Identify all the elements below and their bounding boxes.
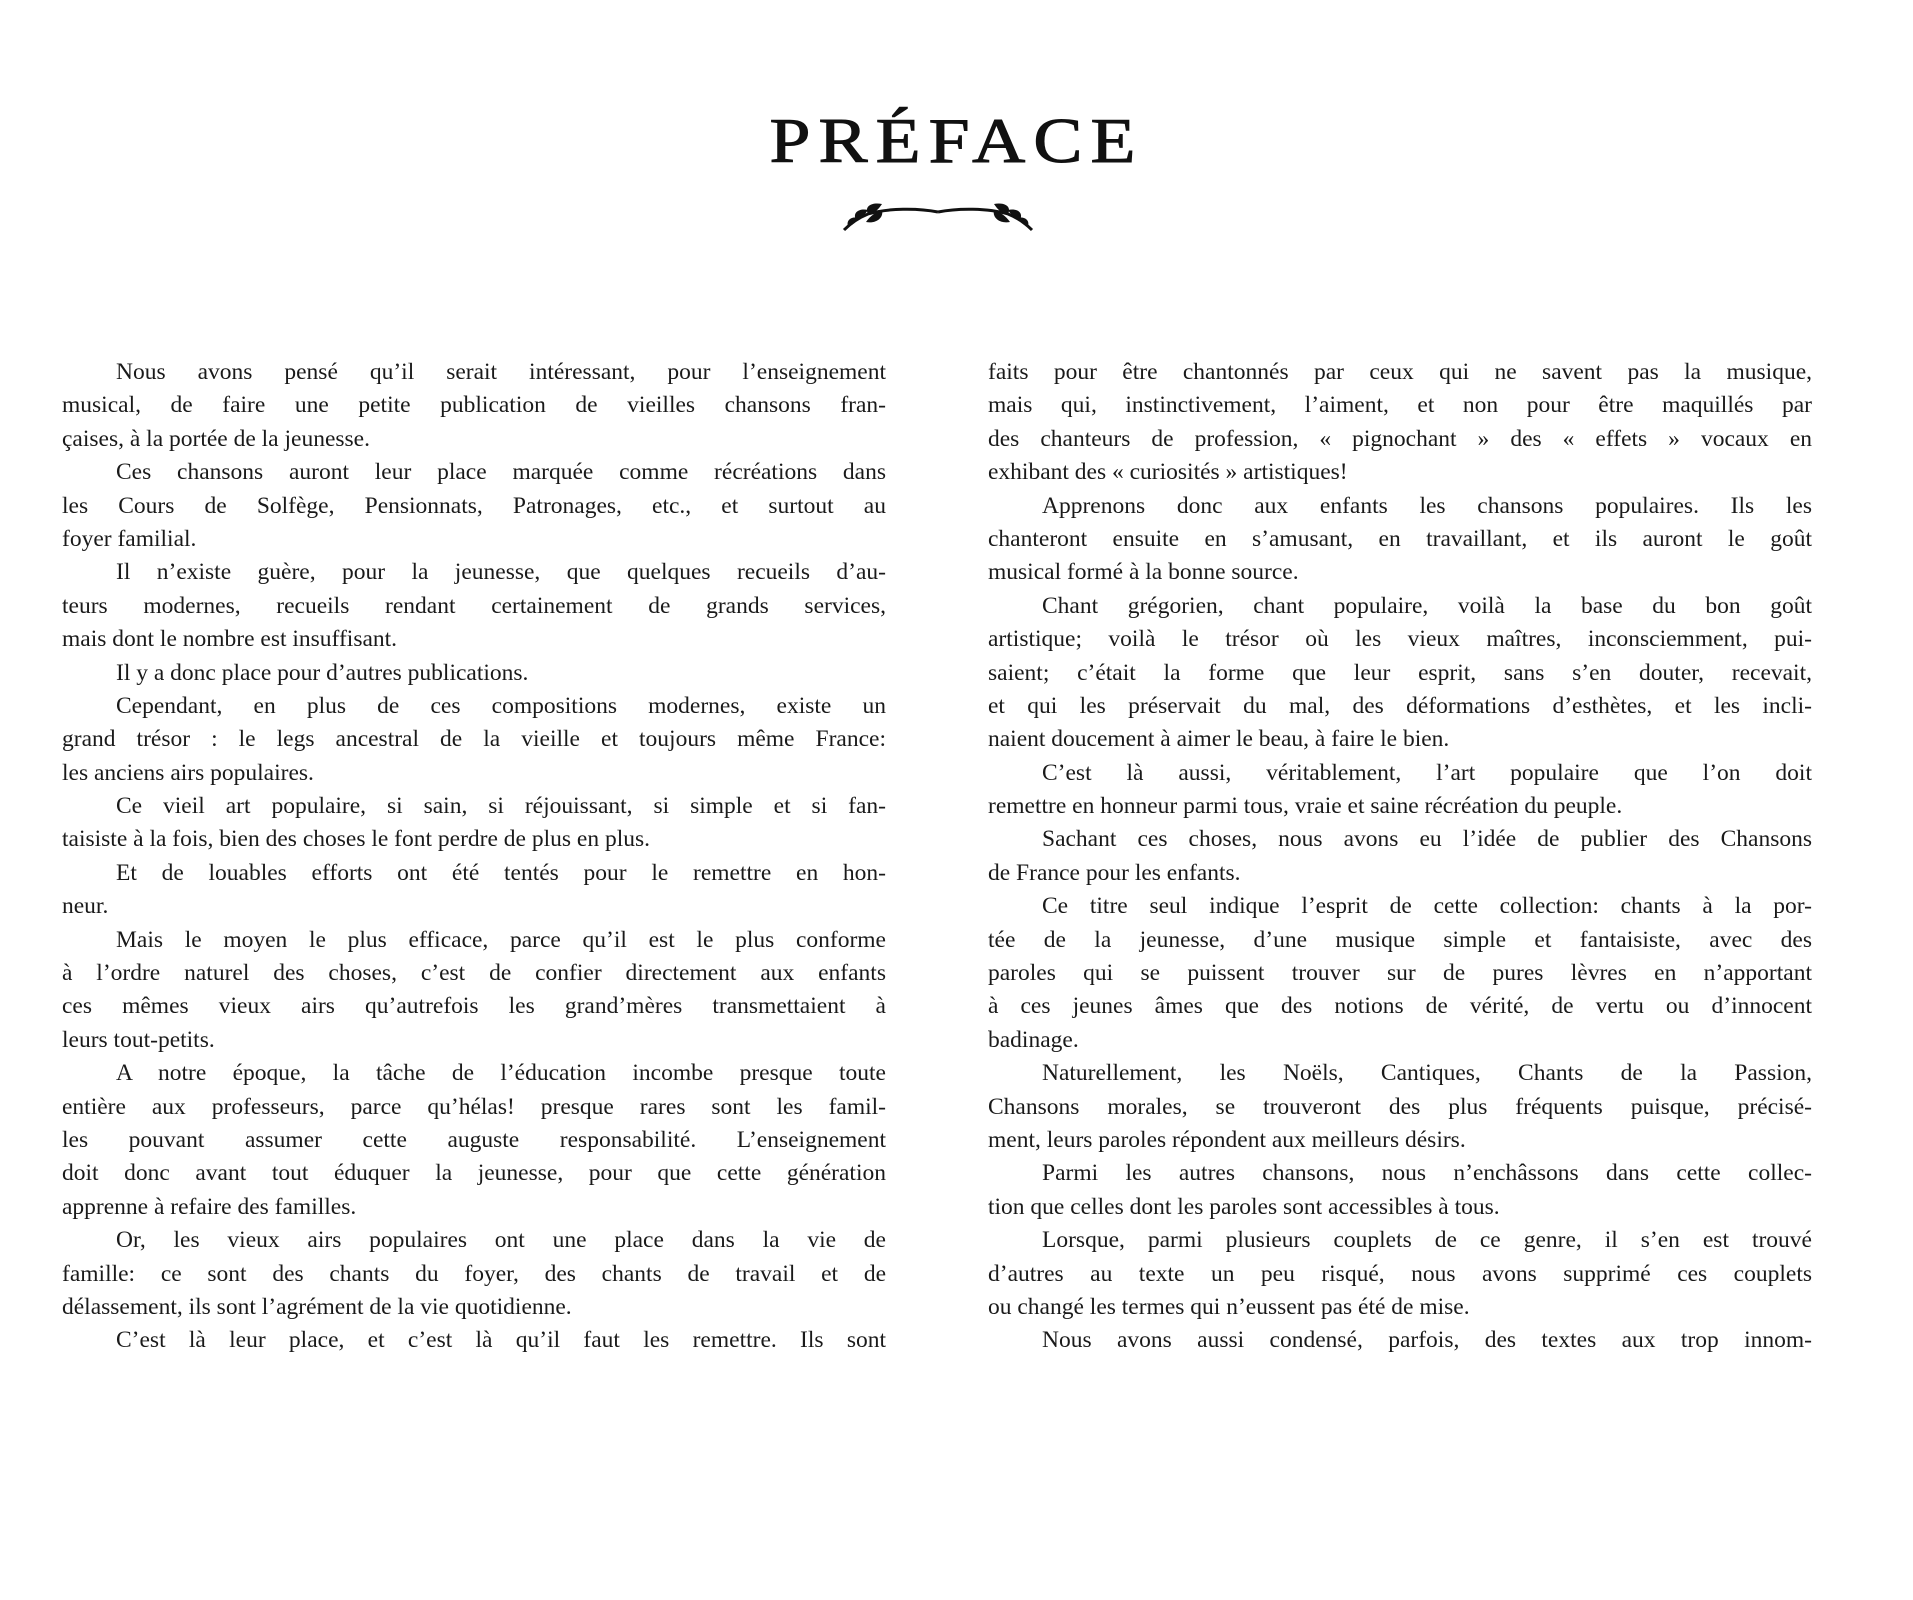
paragraph (988, 490, 1812, 590)
text-line: Ce titre seul indique l’esprit de cette collection: chants à la por- (1042, 893, 1812, 920)
text-line: tion que celles dont les paroles sont accessibles à tous. (988, 1193, 1500, 1220)
text-line: çaises, à la portée de la jeunesse. (62, 425, 370, 452)
text-line: foyer familial. (62, 525, 197, 552)
text-line: musical formé à la bonne source. (988, 559, 1299, 586)
paragraph (62, 356, 886, 456)
text-line: neur. (62, 893, 109, 920)
laurel-ornament-icon (838, 198, 1038, 234)
text-line: Sachant ces choses, nous avons eu l’idée de publier des Chansons (1042, 826, 1812, 853)
paragraph (62, 456, 886, 556)
text-line: mais dont le nombre est insuffisant. (62, 626, 398, 653)
text-line: Il y a donc place pour d’autres publications. (116, 659, 529, 686)
text-line: mais qui, instinctivement, l’aiment, et non pour être maquillés par (988, 392, 1812, 419)
text-line: et qui les préservait du mal, des déformations d’esthètes, et les incli- (988, 692, 1812, 719)
paragraph (988, 757, 1812, 824)
paragraph (62, 657, 886, 690)
text-line: Chant grégorien, chant populaire, voilà la base du bon goût (1042, 592, 1812, 619)
paragraph (988, 823, 1812, 890)
text-line: exhibant des « curiosités » artistiques! (988, 459, 1348, 486)
text-line: doit donc avant tout éduquer la jeunesse, pour que cette génération (62, 1160, 886, 1187)
text-line: C’est là aussi, véritablement, l’art populaire que l’on doit (1042, 759, 1812, 786)
page-title: PRÉFACE (769, 105, 1144, 176)
text-line: les Cours de Solfège, Pensionnats, Patronages, etc., et surtout au (62, 492, 886, 519)
paragraph (988, 356, 1812, 490)
text-line: les pouvant assumer cette auguste responsabilité. L’enseignement (62, 1126, 886, 1153)
text-line: apprenne à refaire des familles. (62, 1193, 357, 1220)
text-line: artistique; voilà le trésor où les vieux maîtres, inconsciemment, pui- (988, 626, 1812, 653)
text-line: saient; c’était la forme que leur esprit, sans s’en douter, recevait, (988, 659, 1812, 686)
text-line: paroles qui se puissent trouver sur de pures lèvres en n’apportant (988, 960, 1812, 987)
paragraph (988, 1224, 1812, 1324)
text-line: des chanteurs de profession, « pignochant » des « effets » vocaux en (988, 425, 1812, 452)
text-line: Il n’existe guère, pour la jeunesse, que quelques recueils d’au- (116, 559, 886, 586)
paragraph (988, 590, 1812, 757)
text-line: A notre époque, la tâche de l’éducation incombe presque toute (116, 1060, 886, 1087)
text-line: Nous avons pensé qu’il serait intéressant, pour l’enseignement (116, 359, 886, 385)
paragraph (988, 890, 1812, 1057)
text-line: faits pour être chantonnés par ceux qui ne savent pas la musique, (988, 359, 1812, 385)
text-line: ment, leurs paroles répondent aux meilleurs désirs. (988, 1126, 1466, 1153)
paragraph (62, 790, 886, 857)
text-line: C’est là leur place, et c’est là qu’il faut les remettre. Ils sont (116, 1327, 886, 1354)
text-line: musical, de faire une petite publication de vieilles chansons fran- (62, 392, 886, 419)
paragraph (62, 1324, 886, 1357)
text-line: taisiste à la fois, bien des choses le font perdre de plus en plus. (62, 826, 651, 853)
text-line: Parmi les autres chansons, nous n’enchâssons dans cette collec- (1042, 1160, 1812, 1187)
left-column (62, 356, 886, 1358)
text-line: Ces chansons auront leur place marquée comme récréations dans (116, 459, 886, 486)
text-line: Mais le moyen le plus efficace, parce qu’il est le plus conforme (116, 926, 886, 953)
text-line: entière aux professeurs, parce qu’hélas! presque rares sont les famil- (62, 1093, 886, 1120)
text-line: Chansons morales, se trouveront des plus fréquents puisque, précisé- (988, 1093, 1812, 1120)
text-line: teurs modernes, recueils rendant certainement de grands services, (62, 592, 886, 619)
text-line: à ces jeunes âmes que des notions de vérité, de vertu ou d’innocent (988, 993, 1812, 1020)
text-line: à l’ordre naturel des choses, c’est de confier directement aux enfants (62, 960, 886, 987)
paragraph (988, 1057, 1812, 1157)
paragraph (62, 1224, 886, 1324)
right-column (988, 356, 1812, 1358)
paragraph (62, 857, 886, 924)
text-line: grand trésor : le legs ancestral de la vieille et toujours même France: (62, 726, 886, 753)
paragraph (988, 1324, 1812, 1357)
text-line: Cependant, en plus de ces compositions modernes, existe un (116, 692, 886, 719)
text-line: Et de louables efforts ont été tentés pour le remettre en hon- (116, 859, 886, 886)
text-line: Nous avons aussi condensé, parfois, des textes aux trop innom- (1042, 1327, 1812, 1354)
text-line: remettre en honneur parmi tous, vraie et saine récréation du peuple. (988, 793, 1623, 820)
text-line: d’autres au texte un peu risqué, nous avons supprimé ces couplets (988, 1260, 1812, 1287)
text-line: tée de la jeunesse, d’une musique simple et fantaisiste, avec des (988, 926, 1812, 953)
text-line: Lorsque, parmi plusieurs couplets de ce genre, il s’en est trouvé (1042, 1227, 1812, 1254)
paragraph (988, 1157, 1812, 1224)
text-line: Or, les vieux airs populaires ont une place dans la vie de (116, 1227, 886, 1254)
text-line: ou changé les termes qui n’eussent pas été de mise. (988, 1293, 1470, 1320)
text-line: Ce vieil art populaire, si sain, si réjouissant, si simple et si fan- (116, 793, 886, 820)
text-line: délassement, ils sont l’agrément de la vie quotidienne. (62, 1293, 572, 1320)
text-line: badinage. (988, 1026, 1079, 1053)
paragraph (62, 556, 886, 656)
text-line: chanteront ensuite en s’amusant, en travaillant, et ils auront le goût (988, 525, 1812, 552)
text-line: ces mêmes vieux airs qu’autrefois les grand’mères transmettaient à (62, 993, 886, 1020)
text-line: les anciens airs populaires. (62, 759, 314, 786)
text-line: leurs tout-petits. (62, 1026, 215, 1053)
paragraph (62, 1057, 886, 1224)
text-line: de France pour les enfants. (988, 859, 1241, 886)
text-line: naient doucement à aimer le beau, à faire le bien. (988, 726, 1450, 753)
text-line: Apprenons donc aux enfants les chansons populaires. Ils les (1042, 492, 1812, 519)
paragraph (62, 924, 886, 1058)
text-line: Naturellement, les Noëls, Cantiques, Chants de la Passion, (1042, 1060, 1812, 1087)
text-line: famille: ce sont des chants du foyer, des chants de travail et de (62, 1260, 886, 1287)
paragraph (62, 690, 886, 790)
